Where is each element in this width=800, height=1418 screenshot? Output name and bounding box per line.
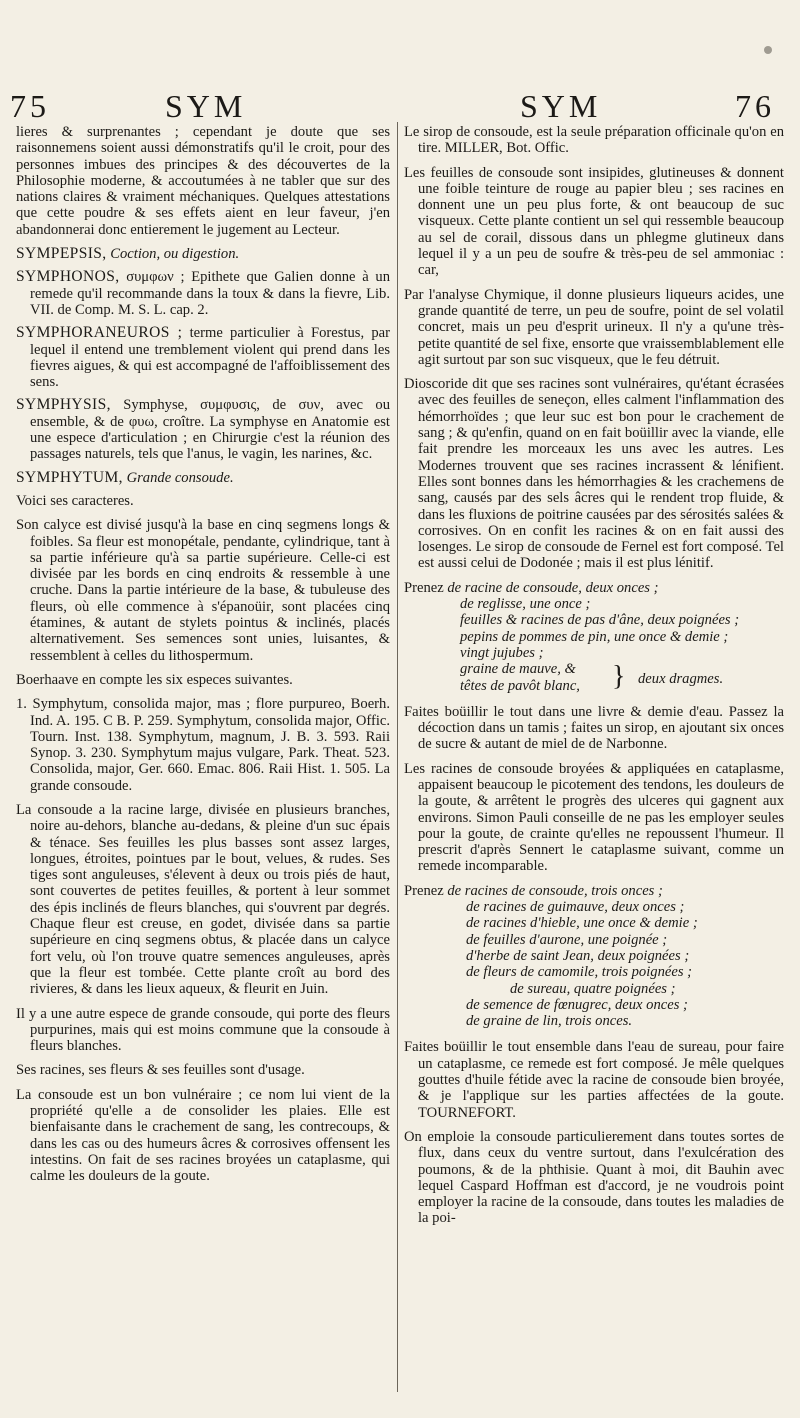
entry-headword: SYMPHYSIS, xyxy=(16,396,111,414)
paragraph-species: 1. Symphytum, consolida major, mas ; flore purpureo, Boerh. Ind. A. 195. C B. P. 259. Symphytum, consolida major, Offic. Tourn. Inst. 138. Symphytum, magnum, J. B. 3. 593. Raii Synop. 3. 230. Symphytum majus vulgare, Park. Theat. 523. Consolida, major, Ger. 660. Emac. 806. Raii Hist. 1. 505. La grande consoude. xyxy=(16,696,390,794)
entry-text: Coction, ou digestion. xyxy=(110,246,240,263)
recipe-ingredient: de racines de guimauve, deux onces ; xyxy=(466,899,685,916)
entry-symphytum xyxy=(16,470,390,486)
page-number-right: 76 xyxy=(735,88,775,124)
recipe-ingredient: graine de mauve, & xyxy=(460,661,576,678)
paragraph-sirop: Le sirop de consoude, est la seule préparation officinale qu'on en tire. MILLER, Bot. Offic. xyxy=(404,124,784,157)
paragraph-racine: La consoude a la racine large, divisée en plusieurs branches, noire au-dehors, blanche au-dedans, & pleine d'un suc épais & ténace. Ses feuilles les plus basses sont assez larges, longues, étroites, pointues par le bout, velues, & rudes. Ses tiges sont anguleuses, s'élevent à deux ou trois piés de haut, sont couvertes de petites feuilles, & portent à leur sommet des épis inclinés de fleurs blanches, qui s'ouvrent par degrés. Chaque fleur est creuse, en godet, divisée dans sa partie supérieure en cinq segmens obtus, & placée dans un calyce fort velu, où l'on trouve quatre semences anguleuses, après que la fleur est tombée. Cette plante croît au bord des rivieres, & dans les lieux aqueux, & fleurit en Juin. xyxy=(16,801,390,998)
right-column xyxy=(404,124,784,1235)
recipe-ingredient: de graine de lin, trois onces. xyxy=(466,1013,633,1030)
entry-text: terme particulier à Forestus, par lequel il entend une tremblement violent qui prend dans les fievres aigues, & qui est accompagné de l'affoiblissement des sens. xyxy=(30,325,390,391)
running-head-left: SYM xyxy=(165,88,247,124)
recipe-ingredient: de feuilles d'aurone, une poignée ; xyxy=(466,931,668,948)
entry-symphoraneuros xyxy=(16,325,390,390)
recipe-brace-group xyxy=(404,661,784,694)
column-divider xyxy=(397,122,398,1392)
left-column xyxy=(16,124,390,1193)
recipe-line xyxy=(404,580,784,596)
running-head-right: SYM xyxy=(520,88,602,124)
paragraph-calyce: Son calyce est divisé jusqu'à la base en cinq segmens longs & foibles. Sa fleur est monopétale, pendante, cylindrique, tant à sa partie inférieure qu'à sa partie supérieure. Celle-ci est divisée par les bords en cinq endroits & ressemble à une cruche. Dans la partie intérieure de la base, & tubuleuse des fleurs, où elle commence à s'épanoüir, sont placées cinq étamines, & autant de stylets pointus & inclinés, placés alternativement. Ses semences sont unies, luisantes, & ressemblent à celles du lithospermum. xyxy=(16,517,390,664)
brace-symbol: } xyxy=(612,661,626,693)
paragraph-faites-cataplasme: Faites boüillir le tout ensemble dans l'eau de sureau, pour faire un cataplasme, ce remede est fort composé. Je mêle quelques gouttes d'huile fétide avec la racine de consoude bien broyée, & je l'applique sur les parties affectées de la goute. TOURNEFORT. xyxy=(404,1039,784,1121)
paragraph-caracteres: Voici ses caracteres. xyxy=(16,492,134,509)
recipe-prenez: Prenez xyxy=(404,579,444,596)
paragraph-autre-espece: Il y a une autre espece de grande consoude, qui porte des fleurs purpurines, mais qui est moins commune que la consoude à fleurs blanches. xyxy=(16,1005,390,1055)
recipe-ingredient: pepins de pommes de pin, une once & demie ; xyxy=(460,628,729,645)
ink-spot xyxy=(764,46,772,54)
entry-text: Grande consoude. xyxy=(126,469,234,486)
paragraph-continuation: lieres & surprenantes ; cependant je doute que ses raisonnemens soient aussi démonstratifs qu'il le croit, pour des personnes imbues des principes & des découvertes de la Philosophie moderne, & accoutumées à ne tabler que sur des nations claires & vraiment méchaniques. Quelques attestations que cette poudre & ses effets aient en leur faveur, j'en abandonnerai donc entierement le jugement au Lecteur. xyxy=(16,124,390,238)
recipe-ingredient: de reglisse, une once ; xyxy=(460,596,591,613)
recipe-ingredient: de sureau, quatre poignées ; xyxy=(510,980,676,997)
recipe-ingredient: vingt jujubes ; xyxy=(460,644,544,661)
paragraph-vulneraire: La consoude est un bon vulnéraire ; ce nom lui vient de la propriété qu'elle a de consolider les plaies. Elle est bienfaisante dans le crachement de sang, les contrecoups, & dans les cas ou des humeurs âcres & corrosives offensent les intestins. On fait de ses racines broyées un cataplasme, qui calme les douleurs de la goute. xyxy=(16,1086,390,1185)
recipe-ingredient: de racines de consoude, trois onces ; xyxy=(447,882,663,899)
recipe-ingredient: feuilles & racines de pas d'âne, deux poignées ; xyxy=(460,612,740,629)
recipe-ingredient: de fleurs de camomile, trois poignées ; xyxy=(466,964,693,981)
entry-headword: SYMPHONOS, xyxy=(16,268,120,286)
page-number-left: 75 xyxy=(10,88,50,124)
recipe-cataplasme xyxy=(404,883,784,1030)
recipe-ingredient: de racines d'hieble, une once & demie ; xyxy=(466,915,698,932)
recipe-line xyxy=(404,883,784,899)
paragraph-feuilles: Les feuilles de consoude sont insipides, glutineuses & donnent une foible teinture de rouge au papier bleu ; ses racines en donnent une un peu plus forte, & ont beaucoup de suc visqueux. Cette plante contient un sel qui ressemble beaucoup au sel de corail, dissous dans un phlegme glutineux dans lequel il y a un peu de soufre & très-peu de sel ammoniac : car, xyxy=(404,164,784,279)
paragraph-dioscoride: Dioscoride dit que ses racines sont vulnéraires, qu'étant écrasées avec des feuilles de seneçon, elles calment l'inflammation des hémorrhoïdes ; que leur suc est bon pour le crachement de sang ; & qu'enfin, quand on en fait boüillir avec la viande, elle fait prendre les morceaux les uns avec les autres. Les Modernes trouvent que ses racines incrassent & lénifient. Elles sont bonnes dans les hémorrhagies & les crachemens de sang, causés par des sels âcres qui le rendent trop fluide, & dans les fluxions de poitrine causées par des sérosités salées & corrosives. On en confit les racines & on en fait aussi des losenges. Le sirop de consoude de Fernel est fort composé. Tel est aussi celui de Dodonée ; mais il est plus lénitif. xyxy=(404,376,784,572)
entry-headword: SYMPHORANEUROS ; xyxy=(16,324,183,342)
entry-symphysis xyxy=(16,397,390,462)
recipe-ingredient: d'herbe de saint Jean, deux poignées ; xyxy=(466,947,690,964)
entry-sympepsis xyxy=(16,246,390,262)
recipe-sirop xyxy=(404,580,784,694)
running-header xyxy=(0,88,800,128)
entry-symphonos xyxy=(16,269,390,318)
recipe-quantity: deux dragmes. xyxy=(638,671,724,688)
paragraph-faites-sirop: Faites boüillir le tout dans une livre & demie d'eau. Passez la décoction dans un tamis ; faites un sirop, en ajoutant six onces de sucre & autant de miel de de Narbonne. xyxy=(404,703,784,753)
recipe-ingredient: de racine de consoude, deux onces ; xyxy=(447,579,659,596)
recipe-ingredient: de semence de fœnugrec, deux onces ; xyxy=(466,996,688,1013)
recipe-ingredient: têtes de pavôt blanc, xyxy=(460,677,580,694)
paragraph-boerhaave: Boerhaave en compte les six especes suivantes. xyxy=(16,671,293,688)
entry-text: Symphyse, συμφυσις, de συν, avec ou ensemble, & de φυω, croître. La symphyse en Anatomie est une espece d'articulation ; en Chirurgie c'est la réunion des passages naturels, tels que l'anus, le vagin, les narines, &c. xyxy=(30,397,390,463)
entry-headword: SYMPHYTUM, xyxy=(16,468,123,486)
paragraph-flux: On emploie la consoude particulierement dans toutes sortes de flux, dans ceux du ventre surtout, dans l'exulcération des poumons, & de la phthisie. Quant à moi, dit Bauhin avec lequel Caspard Hoffman est d'accord, je ne voudrois point employer la racine de la consoude, dans toutes les maladies de la poi- xyxy=(404,1128,784,1227)
paragraph-analyse: Par l'analyse Chymique, il donne plusieurs liqueurs acides, une grande quantité de terre, un peu de soufre, point de sel volatil concret, mais un peu d'esprit urineux. Il n'y a qu'une très-petite quantité de sel fixe, ensorte que vraissemblablement elle agit surtout par son suc visqueux, que le feu détruit. xyxy=(404,286,784,368)
paragraph-cataplasme: Les racines de consoude broyées & appliquées en cataplasme, appaisent beaucoup le picotement des tendons, les douleurs de la goute, & arrêtent le progrès des ulceres qui gagnent aux environs. Simon Pauli conseille de ne pas les employer seules pour la goute, de crainte qu'elles ne repoussent l'humeur. Il prescrit d'après Sennert le cataplasme suivant, comme un remede incomparable. xyxy=(404,760,784,875)
paragraph-usage: Ses racines, ses fleurs & ses feuilles sont d'usage. xyxy=(16,1062,305,1079)
entry-text: συμφων ; Epithete que Galien donne à un remede qu'il recommande dans la toux & dans la fievre, Lib. VII. de Comp. M. S. L. cap. 2. xyxy=(30,269,390,318)
entry-headword: SYMPEPSIS, xyxy=(16,245,107,263)
recipe-prenez: Prenez xyxy=(404,882,444,899)
